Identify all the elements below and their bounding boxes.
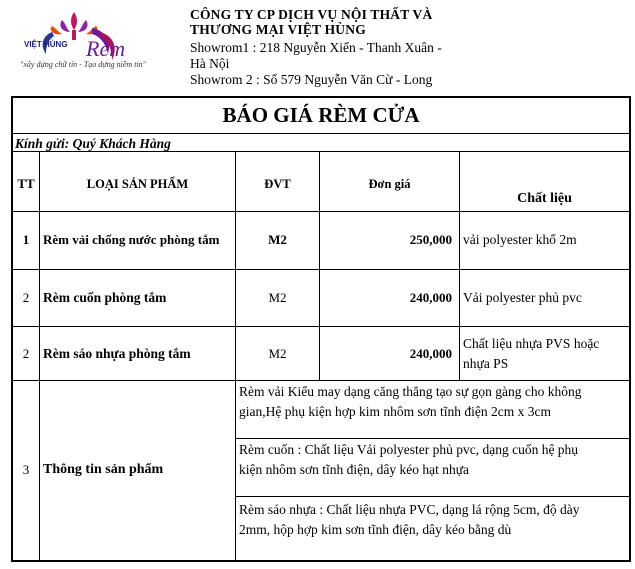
row1-unit: M2: [268, 232, 287, 247]
row3-unit: M2: [268, 346, 287, 361]
logo-slogan: "xây dựng chữ tín - Tạo dựng niềm tin": [20, 60, 147, 69]
row1-tt: 1: [22, 232, 30, 247]
header-material: Chất liệu: [517, 191, 572, 206]
showroom2-line: Showrom 2 : Số 579 Nguyễn Văn Cừ - Long: [190, 72, 433, 87]
info-item-1-line2: gian,Hệ phụ kiện hợp kim nhôm sơn tĩnh điện 2cm x 3cm: [239, 404, 551, 419]
row3-material-line2: nhựa PS: [463, 356, 509, 371]
info-item-3-line1: Rèm sáo nhựa : Chất liệu nhựa PVC, dạng lá rộng 5cm, độ dày: [239, 502, 580, 517]
info-item-3-line2: 2mm, hộp hợp kim sơn tĩnh điện, dây kéo bằng dù: [239, 522, 512, 537]
row1-material: vải polyester khổ 2m: [463, 232, 577, 247]
header-price: Đơn giá: [368, 177, 411, 191]
info-item-2: [239, 440, 627, 480]
row3-material: [463, 334, 627, 374]
row3-price: 240,000: [409, 346, 452, 361]
quote-title: BÁO GIÁ RÈM CỬA: [222, 103, 420, 127]
header-product: LOẠI SẢN PHẨM: [86, 177, 189, 191]
info-item-3: [239, 500, 627, 540]
row3-material-line1: Chất liệu nhựa PVS hoặc: [463, 336, 600, 351]
showroom1-line2: Hà Nội: [190, 56, 230, 71]
info-tt: 3: [22, 462, 30, 477]
logo-brand: VIỆT HÙNG: [24, 40, 68, 49]
row2-price: 240,000: [409, 290, 452, 305]
row2-unit: M2: [268, 290, 287, 305]
logo-word: Rèm: [86, 36, 126, 61]
row3-product: Rèm sáo nhựa phòng tắm: [43, 346, 191, 361]
info-item-1: [239, 382, 627, 422]
company-name-line1: CÔNG TY CP DỊCH VỤ NỘI THẤT VÀ: [190, 7, 433, 22]
row2-product: Rèm cuốn phòng tắm: [43, 290, 167, 305]
company-name: [190, 7, 460, 37]
showroom1-line1: Showrom1 : 218 Nguyễn Xiển - Thanh Xuân -: [190, 40, 442, 55]
row2-tt: 2: [22, 290, 30, 305]
company-address: [190, 40, 460, 88]
info-item-2-line2: kiện nhôm sơn tĩnh điện, dây kéo hạt nhựa: [239, 462, 470, 477]
row1-product: Rèm vải chống nước phòng tắm: [43, 232, 220, 247]
greeting: Kính gửi: Quý Khách Hàng: [15, 136, 171, 151]
header-tt: TT: [17, 176, 35, 191]
row1-price: 250,000: [409, 232, 452, 247]
quote-table: [11, 96, 631, 562]
company-name-line2: THƯƠNG MẠI VIỆT HÙNG: [190, 22, 366, 37]
row3-tt: 2: [22, 346, 30, 361]
header-unit: ĐVT: [264, 177, 291, 191]
row2-material: Vải polyester phủ pvc: [463, 290, 582, 305]
info-label: Thông tin sản phẩm: [43, 462, 164, 477]
info-item-1-line1: Rèm vải Kiểu may dạng căng thẳng tạo sự gọn gàng cho không: [239, 384, 582, 399]
info-item-2-line1: Rèm cuốn : Chất liệu Vải polyester phủ pvc, dạng cuốn hệ phụ: [239, 442, 579, 457]
